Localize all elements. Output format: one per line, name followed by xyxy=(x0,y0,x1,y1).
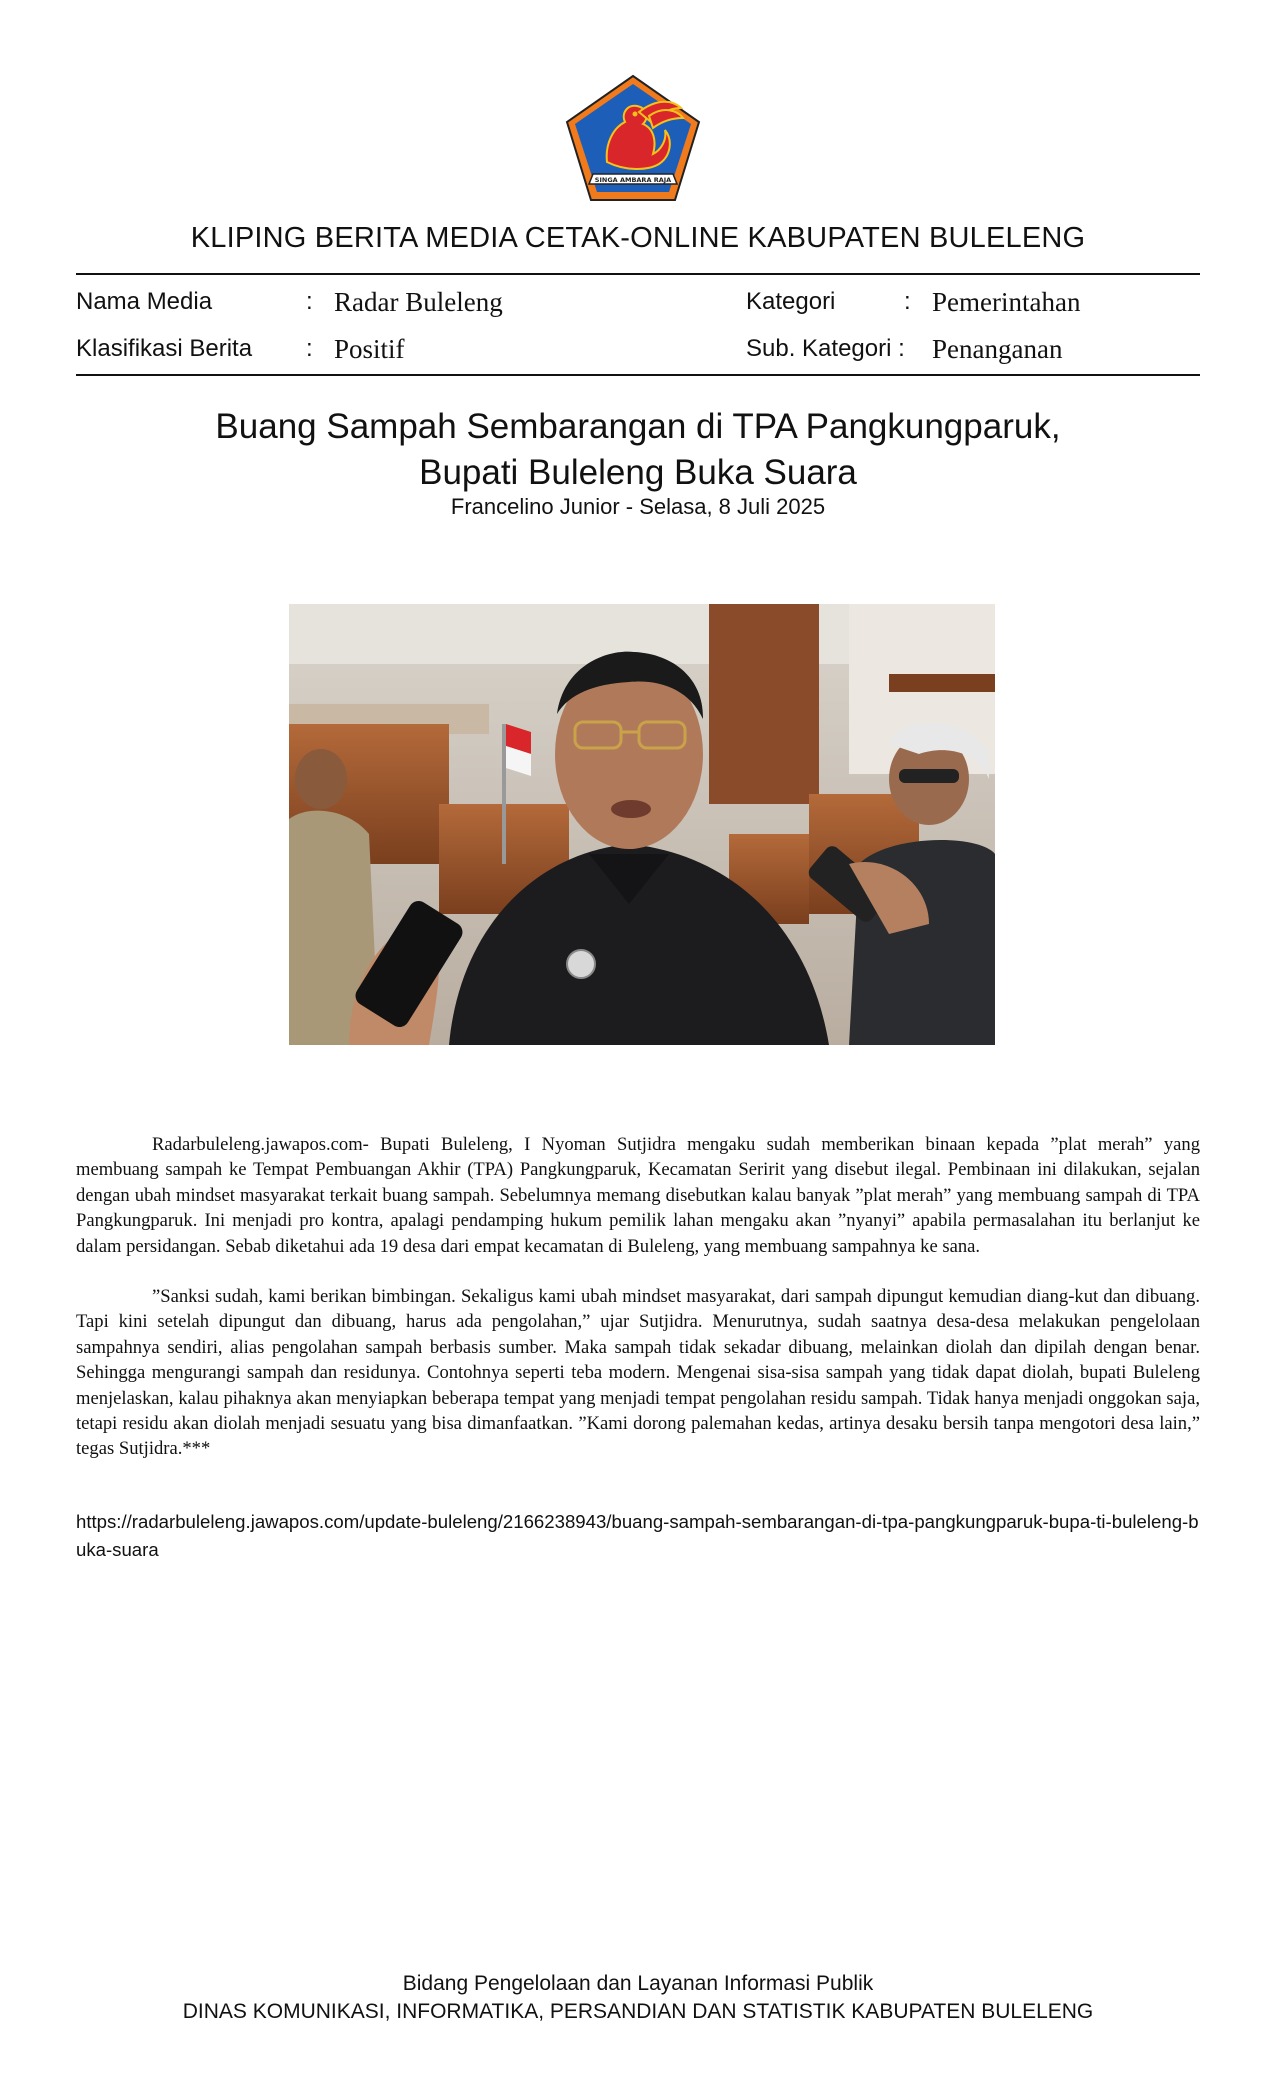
headline-line-1: Buang Sampah Sembarangan di TPA Pangkungparuk, xyxy=(215,407,1061,446)
regency-logo xyxy=(565,74,701,202)
article-paragraph-2: ”Sanksi sudah, kami berikan bimbingan. Sekaligus kami ubah mindset masyarakat, dari sampah dipungut kemudian diang-kut dan dibuang. Tapi kini setelah dipungut dan dibuang, harus ada pengolahan,” ujar Sutjidra. Menurutnya, sudah saatnya desa-desa melakukan pengelolaan sampahnya sendiri, alias pengolahan sampah berbasis sumber. Maka sampah tidak sekadar dibuang, melainkan diolah dan dipilah dengan benar. Sehingga mengurangi sampah dan residunya. Contohnya seperti teba modern. Mengenai sisa-sisa sampah yang tidak dapat diolah, bupati Buleleng menjelaskan, kalau pihaknya akan menyiapkan beberapa tempat yang menjadi tempat pengolahan residu sampah. Tidak hanya menjadi onggokan saja, tetapi residu akan diolah menjadi sesuatu yang bisa dimanfaatkan. ”Kami dorong palemahan kedas, artinya desaku bersih tanpa mengotori desa lain,” tegas Sutjidra.*** xyxy=(76,1286,1200,1460)
klasifikasi-value: Positif xyxy=(334,334,405,364)
kategori-colon: : xyxy=(904,288,911,315)
article-headline xyxy=(76,404,1200,496)
source-url: https://radarbuleleng.jawapos.com/update-buleleng/2166238943/buang-sampah-sembarangan-di-tpa-pangkungparuk-bupa-ti-buleleng-buka-suara xyxy=(76,1511,1199,1560)
nama-media-colon: : xyxy=(306,288,313,315)
headline-line-2: Bupati Buleleng Buka Suara xyxy=(419,453,857,492)
article-byline: Francelino Junior - Selasa, 8 Juli 2025 xyxy=(450,494,826,519)
sub-kategori-label: Sub. Kategori : xyxy=(746,335,905,362)
kategori-label: Kategori xyxy=(746,288,836,315)
document-header-title: KLIPING BERITA MEDIA CETAK-ONLINE KABUPATEN BULELENG xyxy=(190,222,1086,254)
article-photo xyxy=(289,604,995,1045)
klasifikasi-label: Klasifikasi Berita xyxy=(76,335,253,362)
logo-motto: SINGA AMBARA RAJA xyxy=(594,176,672,184)
kategori-value: Pemerintahan xyxy=(932,287,1081,317)
article-paragraph-1: Radarbuleleng.jawapos.com- Bupati Buleleng, I Nyoman Sutjidra mengaku sudah memberikan binaan kepada ”plat merah” yang membuang sampah ke Tempat Pembuangan Akhir (TPA) Pangkungparuk, Kecamatan Seririt yang disebut ilegal. Pembinaan ini dilakukan, sejalan dengan ubah mindset masyarakat terkait buang sampah. Sebelumnya memang disebutkan kalau banyak ”plat merah” yang membuang sampah di TPA Pangkungparuk. Ini menjadi pro kontra, apalagi pendamping hukum pemilik lahan mengaku akan ”nyanyi” apabila permasalahan itu berlanjut ke dalam persidangan. Sebab diketahui ada 19 desa dari empat kecamatan di Buleleng, yang membuang sampahnya ke sana. xyxy=(76,1134,1200,1257)
press-photo-image xyxy=(289,604,995,1045)
footer-department: Bidang Pengelolaan dan Layanan Informasi Publik xyxy=(402,1972,874,1995)
header-divider-bottom xyxy=(76,374,1200,376)
nama-media-value: Radar Buleleng xyxy=(334,287,503,317)
sub-kategori-value: Penanganan xyxy=(932,334,1063,364)
buleleng-crest-icon xyxy=(565,74,701,202)
article-body xyxy=(76,1132,1200,1487)
klasifikasi-colon: : xyxy=(306,335,313,362)
footer-agency: DINAS KOMUNIKASI, INFORMATIKA, PERSANDIAN DAN STATISTIK KABUPATEN BULELENG xyxy=(182,2000,1094,2023)
nama-media-label: Nama Media xyxy=(76,288,213,315)
header-divider-top xyxy=(76,273,1200,275)
